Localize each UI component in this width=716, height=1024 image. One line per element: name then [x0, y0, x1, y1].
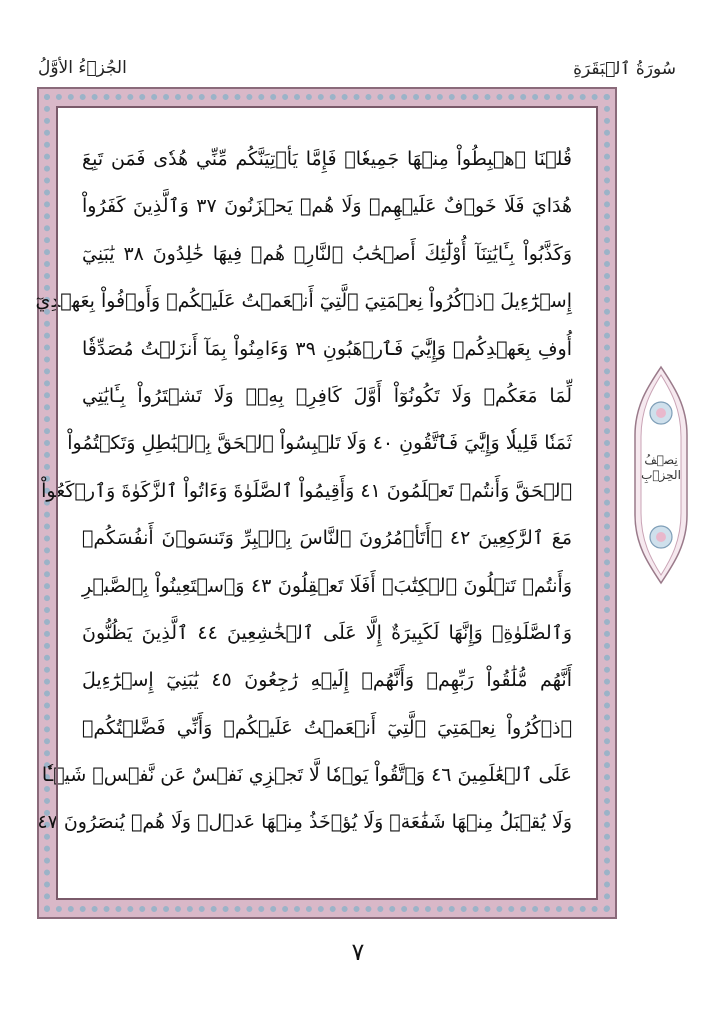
text-line: وَٱلصَّلَوٰةِۚ وَإِنَّهَا لَكَبِيرَةٌ إِلَّا عَلَى ٱلۡخَٰشِعِينَ ٤٤ ٱلَّذِينَ يَظُنُّونَ: [82, 621, 572, 644]
text-line: لِّمَا مَعَكُمۡ وَلَا تَكُونُوٓاْ أَوَّلَ كَافِرِۭ بِهِۦۖ وَلَا تَشۡتَرُواْ بِـَٔايَٰتِي: [82, 384, 572, 407]
text-line: عَلَى ٱلۡعَٰلَمِينَ ٤٦ وَٱتَّقُواْ يَوۡمٗا لَّا تَجۡزِي نَفۡسٌ عَن نَّفۡسٖ شَيۡـٔٗا: [41, 764, 572, 787]
page-number: ٧: [351, 938, 365, 966]
text-line: أُوفِ بِعَهۡدِكُمۡ وَإِيَّٰيَ فَٱرۡهَبُونِ ٣٩ وَءَامِنُواْ بِمَآ أَنزَلۡتُ مُصَدِّقٗا: [82, 337, 572, 360]
text-line: مَعَ ٱلرَّٰكِعِينَ ٤٢ ۞أَتَأۡمُرُونَ ٱلنَّاسَ بِٱلۡبِرِّ وَتَنسَوۡنَ أَنفُسَكُمۡ: [82, 527, 572, 550]
text-line: إِسۡرَٰٓءِيلَ ٱذۡكُرُواْ نِعۡمَتِيَ ٱلَّتِيٓ أَنۡعَمۡتُ عَلَيۡكُمۡ وَأَوۡفُواْ بِعَهۡدِيٓ: [35, 290, 572, 313]
text-line: قُلۡنَا ٱهۡبِطُواْ مِنۡهَا جَمِيعٗاۖ فَإِمَّا يَأۡتِيَنَّكُم مِّنِّي هُدٗى فَمَن تَبِعَ: [82, 148, 572, 170]
text-line: ٱلۡحَقَّ وَأَنتُمۡ تَعۡلَمُونَ ٤١ وَأَقِيمُواْ ٱلصَّلَوٰةَ وَءَاتُواْ ٱلزَّكَوٰةَ وَٱرۡكَعُواْ: [41, 479, 572, 502]
text-line: ثَمَنٗا قَلِيلٗا وَإِيَّٰيَ فَٱتَّقُونِ ٤٠ وَلَا تَلۡبِسُواْ ٱلۡحَقَّ بِٱلۡبَٰطِلِ وَتَكۡتُمُواْ: [67, 432, 572, 455]
text-line: وَلَا يُقۡبَلُ مِنۡهَا شَفَٰعَةٞ وَلَا يُؤۡخَذُ مِنۡهَا عَدۡلٞ وَلَا هُمۡ يُنصَرُونَ ٤٧: [37, 811, 572, 834]
surah-title: سُورَةُ ٱلۡبَقَرَةِ: [573, 59, 676, 79]
text-line: أَنَّهُم مُّلَٰقُواْ رَبِّهِمۡ وَأَنَّهُمۡ إِلَيۡهِ رَٰجِعُونَ ٤٥ يَٰبَنِيٓ إِسۡرَٰٓءِيلَ: [82, 669, 572, 692]
text-line: ٱذۡكُرُواْ نِعۡمَتِيَ ٱلَّتِيٓ أَنۡعَمۡتُ عَلَيۡكُمۡ وَأَنِّي فَضَّلۡتُكُمۡ: [82, 716, 572, 739]
text-line: وَأَنتُمۡ تَتۡلُونَ ٱلۡكِتَٰبَۚ أَفَلَا تَعۡقِلُونَ ٤٣ وَٱسۡتَعِينُواْ بِٱلصَّبۡرِ: [82, 574, 573, 597]
hizb-marker: [633, 365, 689, 585]
text-line: وَكَذَّبُواْ بِـَٔايَٰتِنَآ أُوْلَٰٓئِكَ أَصۡحَٰبُ ٱلنَّارِۖ هُمۡ فِيهَا خَٰلِدُونَ ٣٨ يَٰبَنِيٓ: [82, 242, 572, 265]
text-line: هُدَايَ فَلَا خَوۡفٌ عَلَيۡهِمۡ وَلَا هُمۡ يَحۡزَنُونَ ٣٧ وَٱلَّذِينَ كَفَرُواْ: [82, 195, 572, 218]
page-frame: [35, 88, 616, 918]
quran-text: [35, 136, 573, 870]
hizb-marker-label: نِصۡفُ الحِزۡبِ: [641, 453, 681, 482]
juz-title: الجُزۡءُ الأوَّلُ: [38, 58, 127, 78]
